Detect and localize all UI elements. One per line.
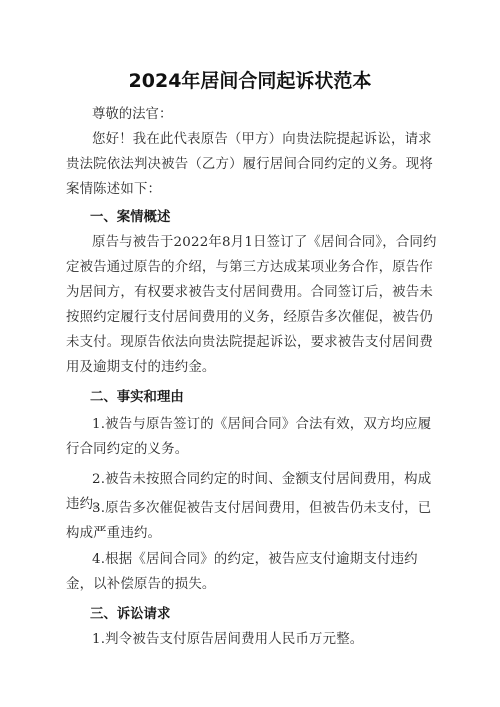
intro-paragraph: 您好！我在此代表原告（甲方）向贵法院提起诉讼，请求贵法院依法判决被告（乙方）履行居间合同约定的义务。现将案情陈述如下： bbox=[66, 132, 433, 197]
facts-item-4: 4.根据《居间合同》的约定，被告应支付逾期支付违约金，以补偿原告的损失。 bbox=[66, 552, 418, 592]
claims-item-1: 1.判令被告支付原告居间费用人民币万元整。 bbox=[92, 632, 364, 647]
facts-item-2: 2.被告未按照合同约定的时间、金额支付居间费用，构成违约。 bbox=[66, 472, 432, 512]
salutation: 尊敬的法官： bbox=[92, 107, 173, 122]
facts-item-1: 1.被告与原告签订的《居间合同》合法有效，双方均应履行合同约定的义务。 bbox=[66, 417, 432, 457]
page-title: 2024年居间合同起诉状范本 bbox=[128, 70, 372, 92]
overview-paragraph: 原告与被告于2022年8月1日签订了《居间合同》，合同约定被告通过原告的介绍，与第三方达成某项业务合作，原告作为居间方，有权要求被告支付居间费用。合同签订后，被告未按照约定履行支付居间费用的义务，经原告多次催促，被告仍未支付。现原告依法向贵法院提起诉讼，要求被告支付居间费用及逾期支付的违约金。 bbox=[66, 235, 437, 375]
section-heading-overview: 一、案情概述 bbox=[90, 210, 171, 225]
section-heading-claims: 三、诉讼请求 bbox=[90, 607, 171, 622]
section-heading-facts: 二、事实和理由 bbox=[90, 390, 184, 405]
facts-item-3: 3.原告多次催促被告支付居间费用，但被告仍未支付，已构成严重违约。 bbox=[66, 501, 432, 541]
